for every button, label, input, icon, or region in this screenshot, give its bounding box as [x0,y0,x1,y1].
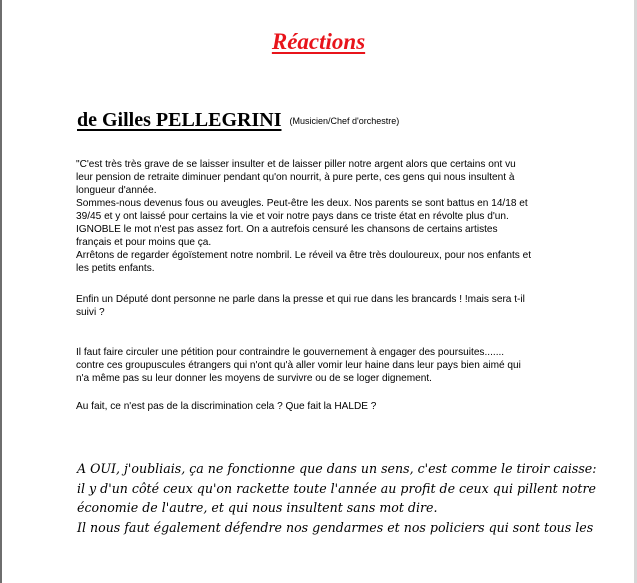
text-line: Sommes-nous devenus fous ou aveugles. Peut-être les deux. Nos parents se sont battus en 14/18 et [76,198,528,209]
author-role: (Musicien/Chef d'orchestre) [289,116,400,126]
text-line: n'a même pas su leur donner les moyens de survivre ou de se loger dignement. [76,373,432,384]
text-line: suivi ? [76,307,105,318]
text-line: contre ces groupuscules étrangers qui n'ont qu'à aller vomir leur haine dans leur pays bien aimé qui [76,360,521,371]
text-line: "C'est très très grave de se laisser insulter et de laisser piller notre argent alors que certains ont vu [76,159,516,170]
paragraph-depute [76,293,576,319]
closing-line: Il nous faut également défendre nos gendarmes et nos policiers qui sont tous les [77,519,594,535]
text-line: IGNOBLE le mot n'est pas assez fort. On a autrefois censuré les chansons de certains artistes [76,224,498,235]
text-line: Arrêtons de regarder égoïstement notre nombril. Le réveil va être très douloureux, pour nos enfants et [76,250,532,261]
text-line: Il faut faire circuler une pétition pour contraindre le gouvernement à engager des poursuites....... [76,347,505,358]
paragraph-halde [76,400,576,413]
text-line: 39/45 et y ont laissé pour certains la vie et voir notre pays dans ce triste état en révolte plus d'un. [76,211,509,222]
text-line: Enfin un Député dont personne ne parle dans la presse et qui rue dans les brancards ! !mais sera t-il [76,294,525,305]
author-line [77,108,399,134]
author-name: de Gilles PELLEGRINI [77,109,282,131]
text-line: Au fait, ce n'est pas de la discrimination cela ? Que fait la HALDE ? [76,401,377,412]
document-title: Réactions [271,29,366,54]
text-line: longueur d'année. [76,185,157,196]
closing-line: il y d'un côté ceux qu'on rackette toute l'année au profit de ceux qui pillent notre [77,480,596,496]
paragraph-reaction [76,158,576,275]
text-line: leur pension de retraite diminuer pendant qu'on nourrit, à pure perte, ces gens qui nous insultent à [76,172,515,183]
closing-note [77,459,597,537]
text-line: français et pour moins que ça. [76,237,212,248]
closing-line: économie de l'autre, et qui nous insultent sans mot dire. [77,500,438,515]
paragraph-petition [76,346,576,385]
text-line: les petits enfants. [76,263,155,274]
closing-line: A OUI, j'oubliais, ça ne fonctionne que dans un sens, c'est comme le tiroir caisse: [77,461,597,476]
